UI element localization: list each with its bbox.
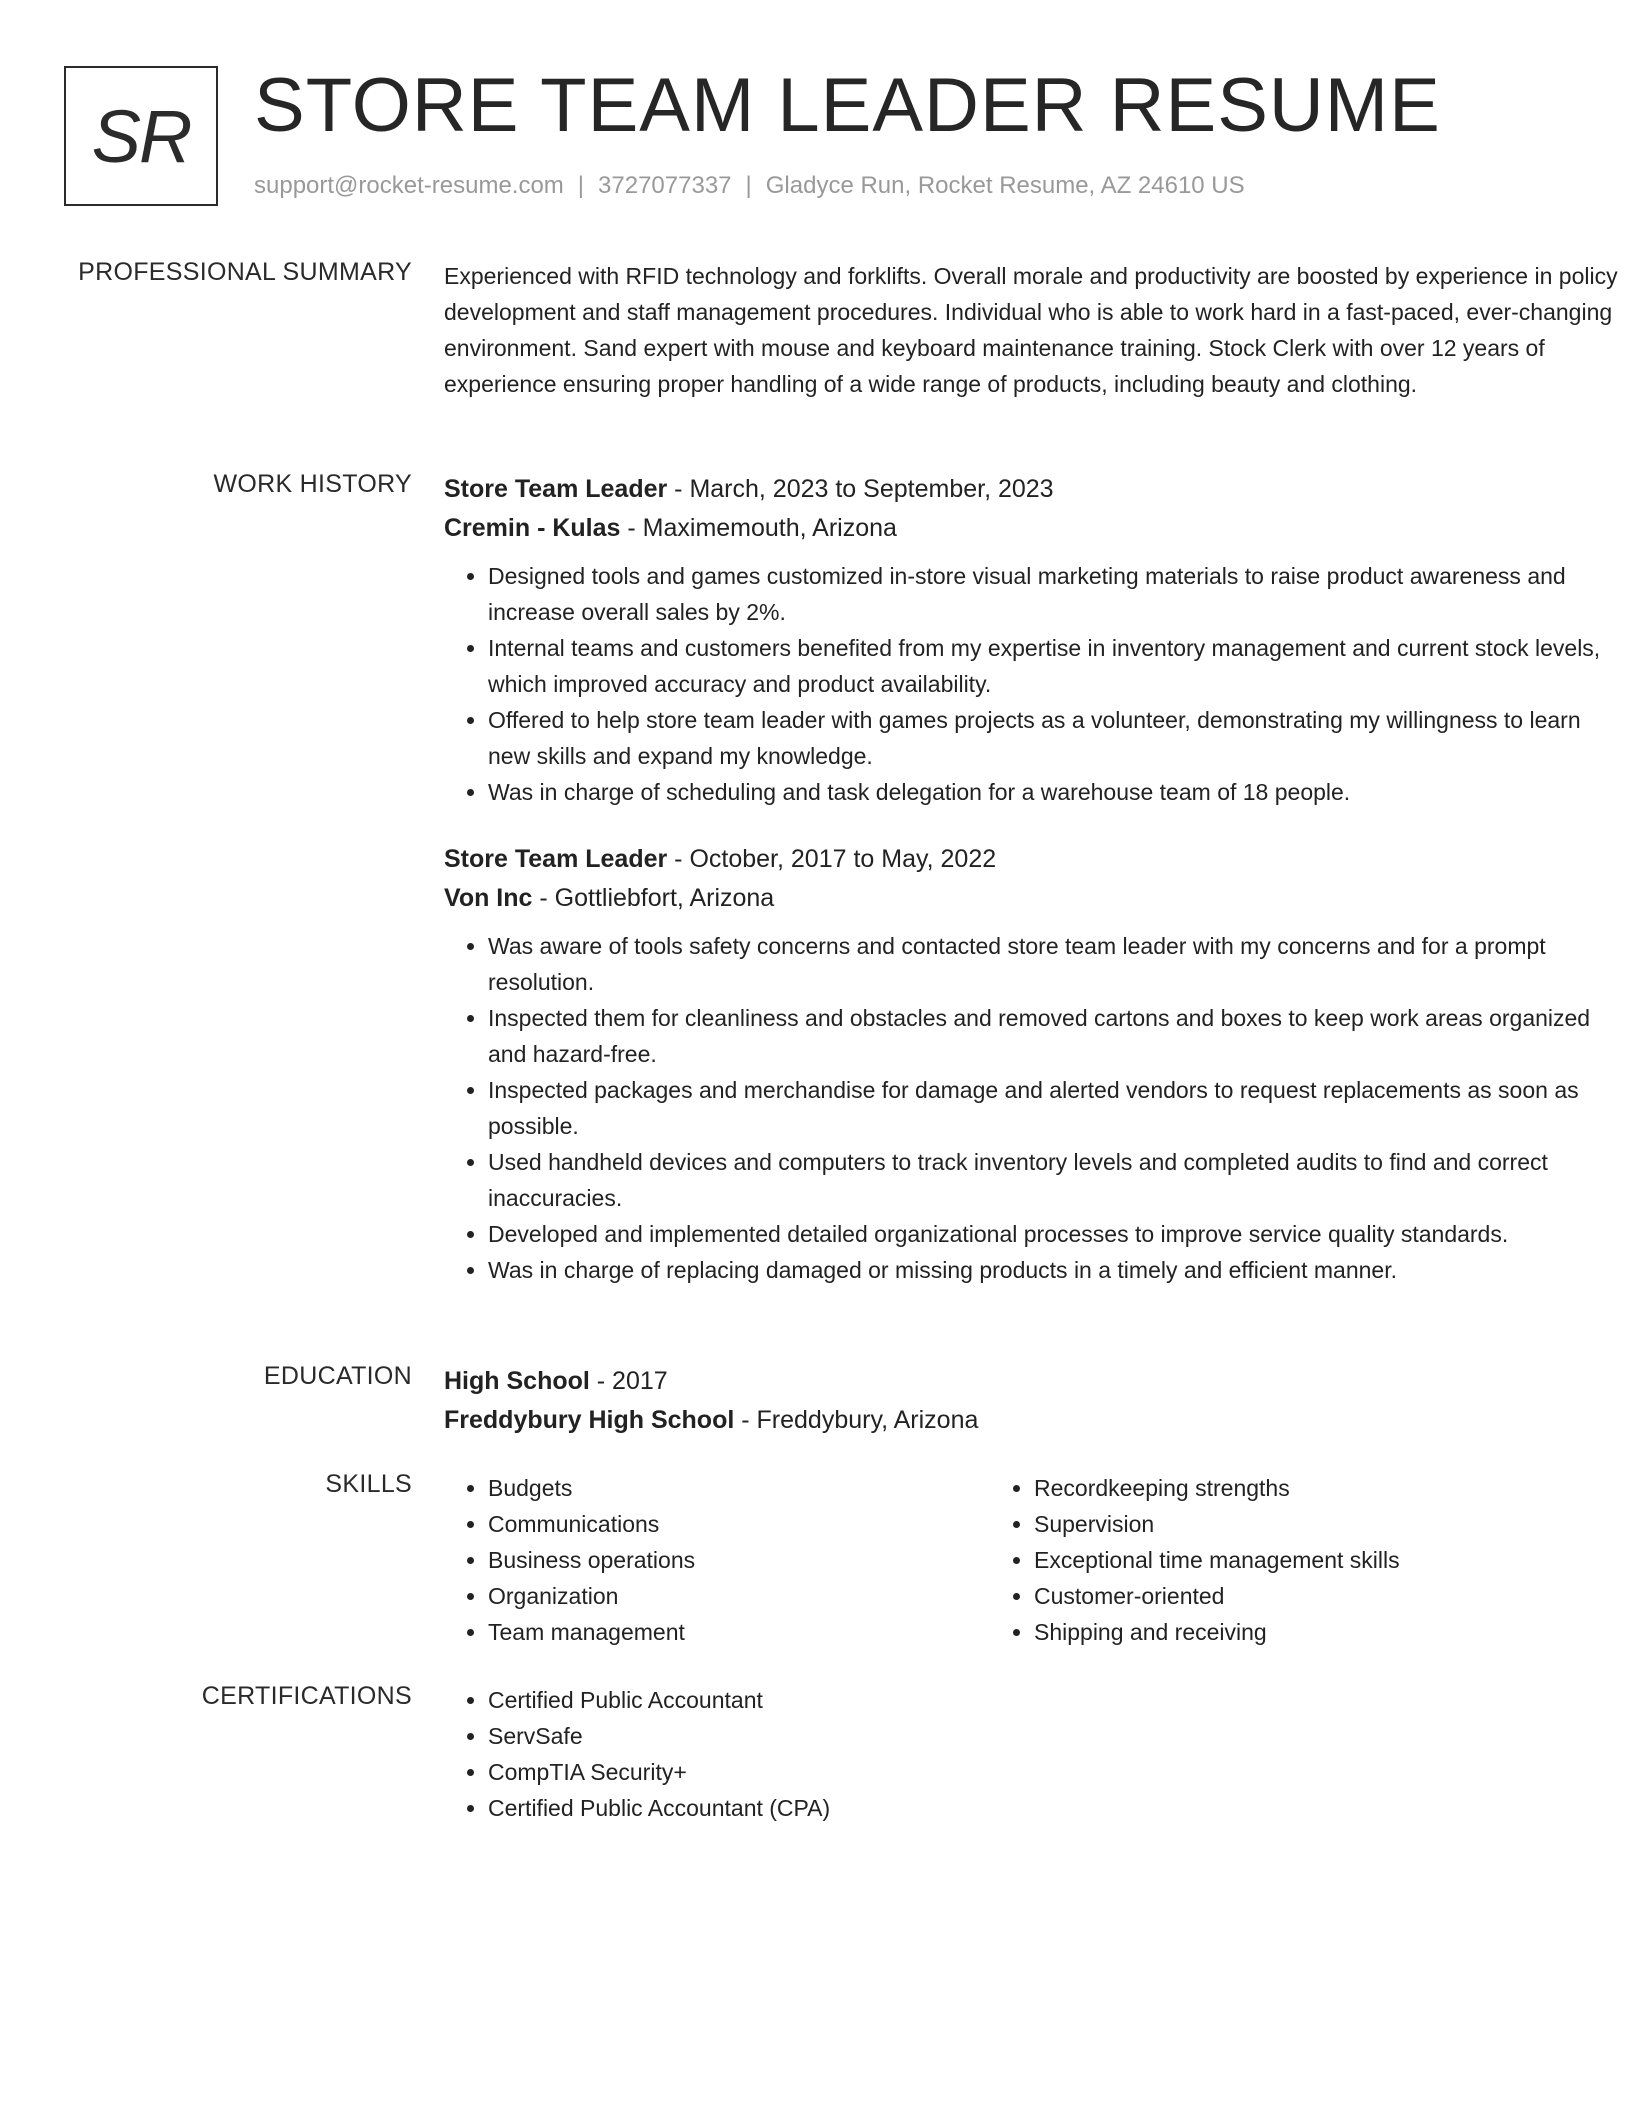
job-bullet: • Inspected packages and merchandise for damage and alerted vendors to request replacements as soon as possible.: [488, 1072, 1620, 1144]
skill-item: • Shipping and receiving: [1034, 1614, 1536, 1650]
job-company: Cremin - Kulas: [444, 514, 621, 542]
skill-item: • Business operations: [488, 1542, 990, 1578]
skill-item: • Exceptional time management skills: [1034, 1542, 1536, 1578]
page-title: STORE TEAM LEADER RESUME: [254, 63, 1441, 148]
education-body: [444, 1362, 1620, 1440]
job-company-line: [444, 879, 1620, 918]
education-location: - Freddybury, Arizona: [734, 1406, 979, 1434]
job-bullets: [444, 558, 1620, 810]
certification-item: • CompTIA Security+: [488, 1754, 1620, 1790]
job-dates: - October, 2017 to May, 2022: [667, 845, 997, 873]
education-school-line: [444, 1401, 1620, 1440]
certification-item: • ServSafe: [488, 1718, 1620, 1754]
summary-text: Experienced with RFID technology and forklifts. Overall morale and productivity are boosted by experience in policy development and staff management procedures. Individual who is able to work hard in a fast-paced, ever-changing environment. Sand expert with mouse and keyboard maintenance training. Stock Clerk with over 12 years of experience ensuring proper handling of a wide range of products, including beauty and clothing.: [444, 263, 1618, 397]
job-bullet: • Internal teams and customers benefited from my expertise in inventory management and current stock levels, which improved accuracy and product availability.: [488, 630, 1620, 702]
job-bullet: • Designed tools and games customized in-store visual marketing materials to raise product awareness and increase overall sales by 2%.: [488, 558, 1620, 630]
contact-email: support@rocket-resume.com: [254, 172, 564, 199]
skill-item: • Organization: [488, 1578, 990, 1614]
section-label-certifications: CERTIFICATIONS: [201, 1682, 412, 1710]
education-degree: High School: [444, 1367, 590, 1395]
job-bullet: • Was in charge of replacing damaged or missing products in a timely and efficient manner.: [488, 1252, 1620, 1288]
contact-phone: 3727077337: [598, 172, 732, 199]
job-title-line: [444, 470, 1620, 509]
job-location: - Maximemouth, Arizona: [620, 514, 897, 542]
contact-address: Gladyce Run, Rocket Resume, AZ 24610 US: [765, 172, 1245, 199]
initials-monogram: SR: [64, 66, 218, 206]
skill-item: • Communications: [488, 1506, 990, 1542]
job-entry: [444, 840, 1620, 1288]
skill-item: • Recordkeeping strengths: [1034, 1470, 1536, 1506]
job-entry: [444, 470, 1620, 810]
job-title: Store Team Leader: [444, 475, 668, 503]
education-school: Freddybury High School: [444, 1406, 735, 1434]
job-bullets: [444, 928, 1620, 1288]
skill-item: • Supervision: [1034, 1506, 1536, 1542]
job-title: Store Team Leader: [444, 845, 668, 873]
contact-separator: |: [745, 172, 752, 199]
job-company: Von Inc: [444, 884, 533, 912]
job-bullet: • Offered to help store team leader with games projects as a volunteer, demonstrating my willingness to learn new skills and expand my knowledge.: [488, 702, 1620, 774]
resume-header: [64, 63, 1564, 216]
skills-list-right: [990, 1470, 1536, 1650]
skills-list-left: [444, 1470, 990, 1650]
certification-item: • Certified Public Accountant (CPA): [488, 1790, 1620, 1826]
job-bullet: • Was in charge of scheduling and task delegation for a warehouse team of 18 people.: [488, 774, 1620, 810]
section-label-skills: SKILLS: [325, 1470, 412, 1498]
section-label-work-history: WORK HISTORY: [213, 470, 412, 498]
job-bullet: • Was aware of tools safety concerns and contacted store team leader with my concerns and for a prompt resolution.: [488, 928, 1620, 1000]
job-bullet: • Inspected them for cleanliness and obstacles and removed cartons and boxes to keep work areas organized and hazard-free.: [488, 1000, 1620, 1072]
section-label-education: EDUCATION: [263, 1362, 412, 1390]
job-bullet: • Used handheld devices and computers to track inventory levels and completed audits to find and correct inaccuracies.: [488, 1144, 1620, 1216]
certification-item: • Certified Public Accountant: [488, 1682, 1620, 1718]
certifications-list: [444, 1682, 1620, 1826]
job-location: - Gottliebfort, Arizona: [532, 884, 775, 912]
work-history-body: [444, 470, 1620, 1288]
job-dates: - March, 2023 to September, 2023: [667, 475, 1054, 503]
job-bullet: • Developed and implemented detailed organizational processes to improve service quality standards.: [488, 1216, 1620, 1252]
skill-item: • Budgets: [488, 1470, 990, 1506]
education-degree-line: [444, 1362, 1620, 1401]
contact-separator: |: [577, 172, 585, 199]
section-label-summary: PROFESSIONAL SUMMARY: [78, 258, 412, 286]
education-year: - 2017: [589, 1367, 668, 1395]
contact-line: [254, 172, 1245, 200]
job-company-line: [444, 509, 1620, 548]
certifications-body: [444, 1682, 1620, 1826]
skill-item: • Customer-oriented: [1034, 1578, 1536, 1614]
job-title-line: [444, 840, 1620, 879]
skill-item: • Team management: [488, 1614, 990, 1650]
skills-columns: [444, 1470, 1620, 1650]
skills-body: [444, 1470, 1620, 1650]
